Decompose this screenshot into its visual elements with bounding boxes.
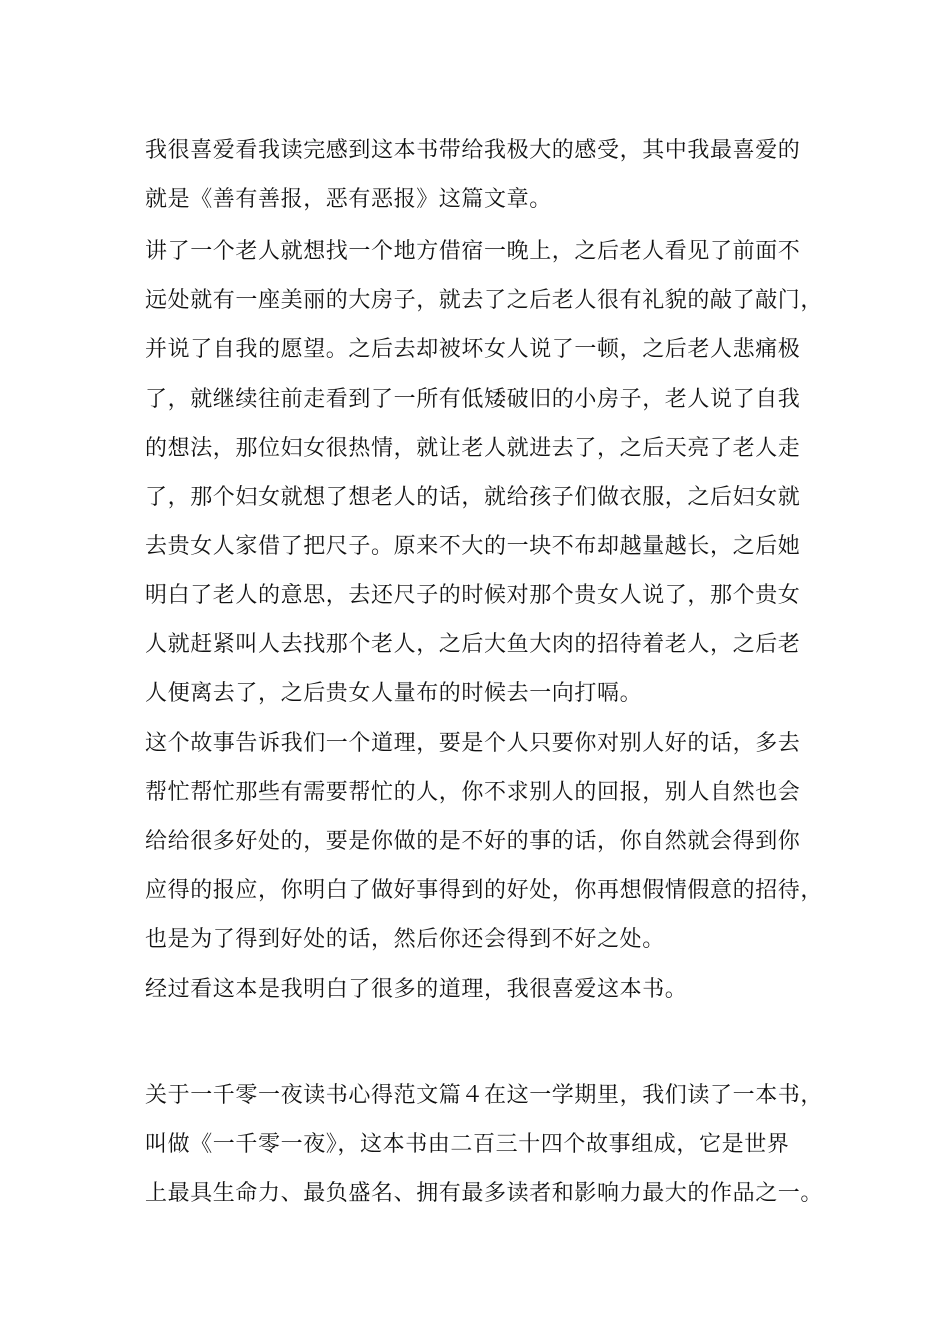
paragraph-2-line-6: 了，那个妇女就想了想老人的话，就给孩子们做衣服，之后妇女就 bbox=[145, 485, 801, 510]
paragraph-1-line-1: 我很喜爱看我读完感到这本书带给我极大的感受，其中我最喜爱的 bbox=[145, 138, 801, 163]
paragraph-3-line-3: 给给很多好处的，要是你做的是不好的事的话，你自然就会得到你 bbox=[145, 829, 801, 854]
paragraph-2-line-1: 讲了一个老人就想找一个地方借宿一晚上，之后老人看见了前面不 bbox=[145, 239, 801, 264]
paragraph-2-line-5: 的想法，那位妇女很热情，就让老人就进去了，之后天亮了老人走 bbox=[145, 436, 801, 461]
paragraph-2-line-8: 明白了老人的意思，去还尺子的时候对那个贵女人说了，那个贵女 bbox=[145, 583, 801, 608]
paragraph-4-line-1: 经过看这本是我明白了很多的道理，我很喜爱这本书。 bbox=[145, 977, 688, 1002]
paragraph-3-line-1: 这个故事告诉我们一个道理，要是个人只要你对别人好的话，多去 bbox=[145, 731, 801, 756]
paragraph-5-line-2: 叫做《一千零一夜》，这本书由二百三十四个故事组成，它是世界 bbox=[145, 1132, 790, 1157]
paragraph-2-line-4: 了，就继续往前走看到了一所有低矮破旧的小房子，老人说了自我 bbox=[145, 387, 801, 412]
paragraph-3-line-4: 应得的报应，你明白了做好事得到的好处，你再想假情假意的招待， bbox=[145, 878, 824, 903]
paragraph-2-line-3: 并说了自我的愿望。之后去却被坏女人说了一顿，之后老人悲痛极 bbox=[145, 337, 801, 362]
paragraph-2-line-10: 人便离去了，之后贵女人量布的时候去一向打嗝。 bbox=[145, 681, 643, 706]
paragraph-2-line-7: 去贵女人家借了把尺子。原来不大的一块不布却越量越长，之后她 bbox=[145, 534, 801, 559]
paragraph-5-line-1: 关于一千零一夜读书心得范文篇４在这一学期里，我们读了一本书， bbox=[145, 1083, 824, 1108]
paragraph-2-line-9: 人就赶紧叫人去找那个老人，之后大鱼大肉的招待着老人，之后老 bbox=[145, 632, 801, 657]
paragraph-3-line-2: 帮忙帮忙那些有需要帮忙的人，你不求别人的回报，别人自然也会 bbox=[145, 780, 801, 805]
paragraph-5-line-3: 上最具生命力、最负盛名、拥有最多读者和影响力最大的作品之一。 bbox=[145, 1181, 824, 1206]
paragraph-2-line-2: 远处就有一座美丽的大房子，就去了之后老人很有礼貌的敲了敲门， bbox=[145, 288, 824, 313]
paragraph-1-line-2: 就是《善有善报，恶有恶报》这篇文章。 bbox=[145, 187, 552, 212]
paragraph-3-line-5: 也是为了得到好处的话，然后你还会得到不好之处。 bbox=[145, 927, 665, 952]
